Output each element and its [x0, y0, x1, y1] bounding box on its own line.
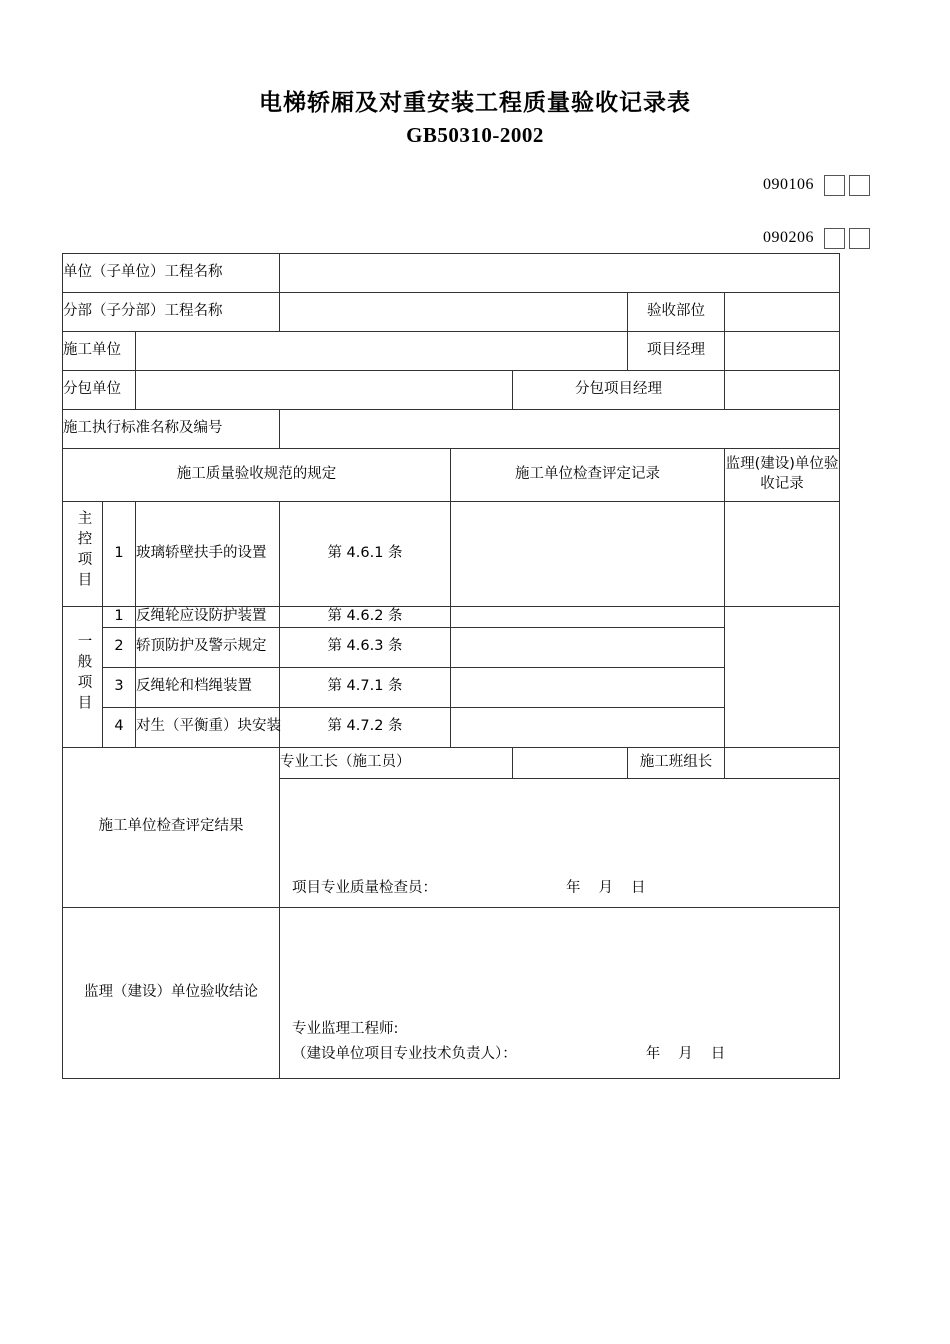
field-team-leader[interactable]	[725, 747, 840, 778]
supervisor-responsible-line	[292, 1042, 734, 1067]
table-row	[63, 607, 840, 628]
label-supervisor-conclusion: 监理（建设）单位验收结论	[63, 907, 280, 1078]
date-day: 日	[710, 1046, 726, 1063]
item-description: 轿顶防护及警示规定	[136, 627, 280, 667]
supervisor-conclusion-content[interactable]	[280, 918, 839, 1078]
field-acceptance-part[interactable]	[725, 293, 840, 332]
category-label-main-control	[63, 502, 103, 607]
inspector-signature-line	[292, 879, 655, 899]
item-index: 2	[103, 627, 136, 667]
form-code-checkbox-2b[interactable]	[849, 228, 870, 249]
category-label-general	[63, 607, 103, 748]
row-supervisor-conclusion	[63, 907, 840, 1078]
row-subcontractor	[63, 371, 840, 410]
item-index: 4	[103, 707, 136, 747]
field-execution-standard[interactable]	[280, 410, 840, 449]
form-code-checkbox-1a[interactable]	[824, 175, 845, 196]
item-clause: 第 4.7.2 条	[280, 707, 451, 747]
label-execution-standard: 施工执行标准名称及编号	[63, 410, 280, 449]
header-spec-requirements: 施工质量验收规范的规定	[63, 449, 451, 502]
contractor-record-cell[interactable]	[451, 502, 725, 607]
label-sub-project-manager: 分包项目经理	[513, 371, 725, 410]
form-code-number-1: 090106	[763, 176, 814, 193]
item-description: 对生（平衡重）块安装	[136, 707, 280, 747]
title-block	[0, 0, 950, 149]
date-month: 月	[678, 1046, 693, 1063]
row-execution-standard	[63, 410, 840, 449]
form-code-checkbox-1b[interactable]	[849, 175, 870, 196]
row-contractor-signatures	[63, 747, 840, 778]
standard-code: GB50310-2002	[406, 123, 544, 147]
date-year: 年	[566, 880, 581, 896]
item-clause: 第 4.6.3 条	[280, 627, 451, 667]
supervisor-signature-lines	[292, 1017, 734, 1068]
item-description: 反绳轮和档绳装置	[136, 667, 280, 707]
date-day: 日	[631, 880, 646, 896]
field-subcontractor[interactable]	[136, 371, 513, 410]
contractor-record-cell[interactable]	[451, 667, 725, 707]
label-contractor-result: 施工单位检查评定结果	[63, 747, 280, 907]
contractor-record-cell[interactable]	[451, 707, 725, 747]
supervisor-conclusion-body[interactable]	[280, 907, 840, 1078]
item-index: 1	[103, 502, 136, 607]
row-column-headers	[63, 449, 840, 502]
main-form-table	[62, 253, 839, 1079]
label-team-leader: 施工班组长	[628, 747, 725, 778]
header-contractor-record: 施工单位检查评定记录	[451, 449, 725, 502]
item-index: 3	[103, 667, 136, 707]
contractor-result-content[interactable]	[280, 779, 839, 907]
table-row	[63, 502, 840, 607]
field-construction-unit[interactable]	[136, 332, 628, 371]
form-code-checkbox-2a[interactable]	[824, 228, 845, 249]
form-code-row-1	[660, 170, 870, 200]
label-acceptance-part: 验收部位	[628, 293, 725, 332]
form-code-row-2	[660, 223, 870, 253]
item-clause: 第 4.6.2 条	[280, 607, 451, 628]
supervisor-record-cell-general[interactable]	[725, 607, 840, 748]
contractor-result-body[interactable]	[280, 778, 840, 907]
date-placeholder	[557, 880, 655, 896]
label-project-manager: 项目经理	[628, 332, 725, 371]
item-description: 玻璃轿壁扶手的设置	[136, 502, 280, 607]
label-subcontractor: 分包单位	[63, 371, 136, 410]
label-construction-unit: 施工单位	[63, 332, 136, 371]
label-unit-project-name: 单位（子单位）工程名称	[63, 254, 280, 293]
field-project-manager[interactable]	[725, 332, 840, 371]
label-supervising-engineer: 专业监理工程师:	[292, 1020, 399, 1037]
label-division-project-name: 分部（子分部）工程名称	[63, 293, 280, 332]
table-row	[63, 667, 840, 707]
label-foreman: 专业工长（施工员）	[280, 747, 513, 778]
category-text: 主控项目	[75, 509, 92, 592]
field-unit-project-name[interactable]	[280, 254, 840, 293]
contractor-record-cell[interactable]	[451, 627, 725, 667]
date-year: 年	[645, 1046, 661, 1063]
row-division-project-name	[63, 293, 840, 332]
field-sub-project-manager[interactable]	[725, 371, 840, 410]
item-description: 反绳轮应设防护装置	[136, 607, 280, 628]
supervisor-record-cell-main-control[interactable]	[725, 502, 840, 607]
date-month: 月	[598, 880, 613, 896]
form-code-number-2: 090206	[763, 229, 814, 246]
field-foreman[interactable]	[513, 747, 628, 778]
item-index: 1	[103, 607, 136, 628]
row-construction-unit	[63, 332, 840, 371]
date-placeholder	[637, 1046, 735, 1062]
item-clause: 第 4.6.1 条	[280, 502, 451, 607]
field-division-project-name[interactable]	[280, 293, 628, 332]
table-row	[63, 627, 840, 667]
item-clause: 第 4.7.1 条	[280, 667, 451, 707]
category-text: 一般项目	[75, 632, 92, 715]
label-responsible-person: （建设单位项目专业技术负责人）：	[292, 1046, 517, 1063]
header-supervisor-record: 监理(建设)单位验收记录	[725, 449, 840, 502]
label-inspector: 项目专业质量检查员：	[292, 880, 437, 896]
row-unit-project-name	[63, 254, 840, 293]
table-row	[63, 707, 840, 747]
page-title: 电梯轿厢及对重安装工程质量验收记录表	[259, 90, 691, 116]
contractor-record-cell[interactable]	[451, 607, 725, 628]
